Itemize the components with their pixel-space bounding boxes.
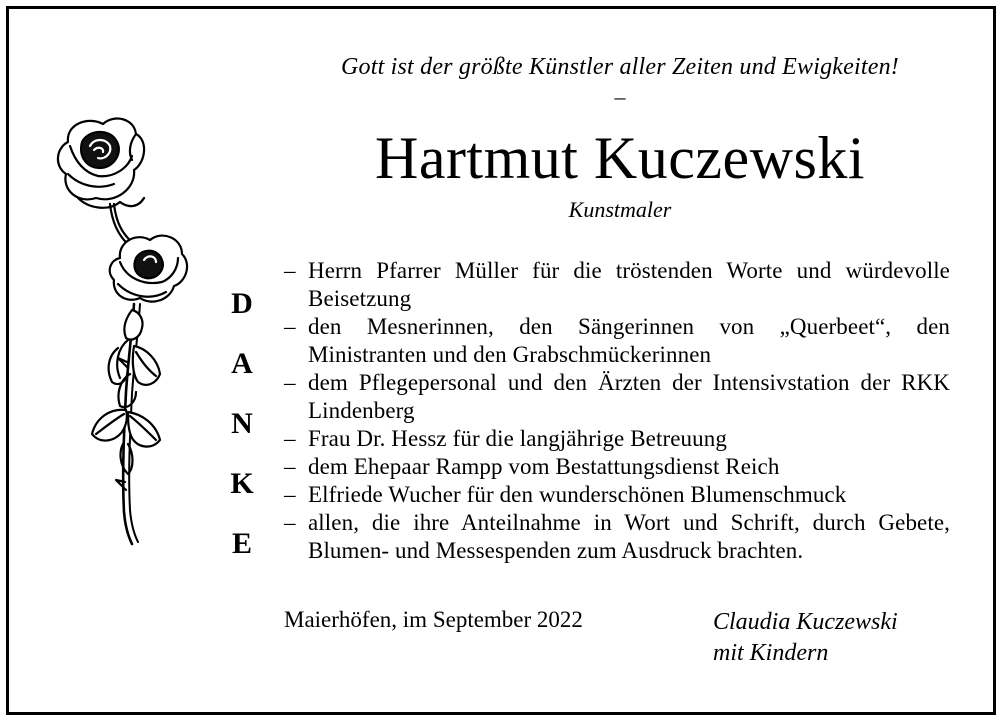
thanks-item: – dem Ehepaar Rampp vom Bestattungsdienst Reich (284, 453, 950, 481)
danke-vertical (220, 274, 264, 574)
rose-bloom-lower (110, 236, 187, 302)
thanks-item: – Elfriede Wucher für den wunderschönen Blumenschmuck (284, 481, 950, 509)
thanks-item: – dem Pflegepersonal und den Ärzten der Intensivstation der RKK Lindenberg (284, 369, 950, 425)
deceased-name: Hartmut Kuczewski (374, 125, 866, 191)
epigraph: Gott ist der größte Künstler aller Zeiten und Ewigkeiten! (340, 54, 899, 80)
thanks-item: – Herrn Pfarrer Müller für die tröstenden Worte und würdevolle Beisetzung (284, 257, 950, 313)
thanks-item: – allen, die ihre Anteilnahme in Wort und Schrift, durch Gebete, Blumen- und Messespenden zum Ausdruck brachten. (284, 509, 950, 565)
danke-letter: N (231, 407, 253, 440)
danke-letter: K (230, 467, 254, 500)
place-date: Maierhöfen, im September 2022 (284, 607, 583, 632)
thanks-item: – Frau Dr. Hessz für die langjährige Betreuung (284, 425, 950, 453)
rose-leaves-lower (92, 410, 160, 474)
separator-dash: – (614, 84, 626, 109)
thanks-list (284, 257, 950, 565)
danke-letter: E (231, 527, 252, 560)
signature-name: Claudia Kuczewski (713, 609, 898, 635)
signature-family: mit Kindern (713, 640, 829, 666)
rose-illustration (48, 112, 198, 552)
profession: Kunstmaler (568, 197, 672, 222)
thanks-item: – den Mesnerinnen, den Sängerinnen von „Querbeet“, den Ministranten und den Grabschmückerinnen (284, 313, 950, 369)
danke-letter: A (231, 347, 253, 380)
danke-letter: D (231, 287, 253, 320)
signature (713, 607, 898, 669)
rose-bloom-top (58, 119, 144, 208)
